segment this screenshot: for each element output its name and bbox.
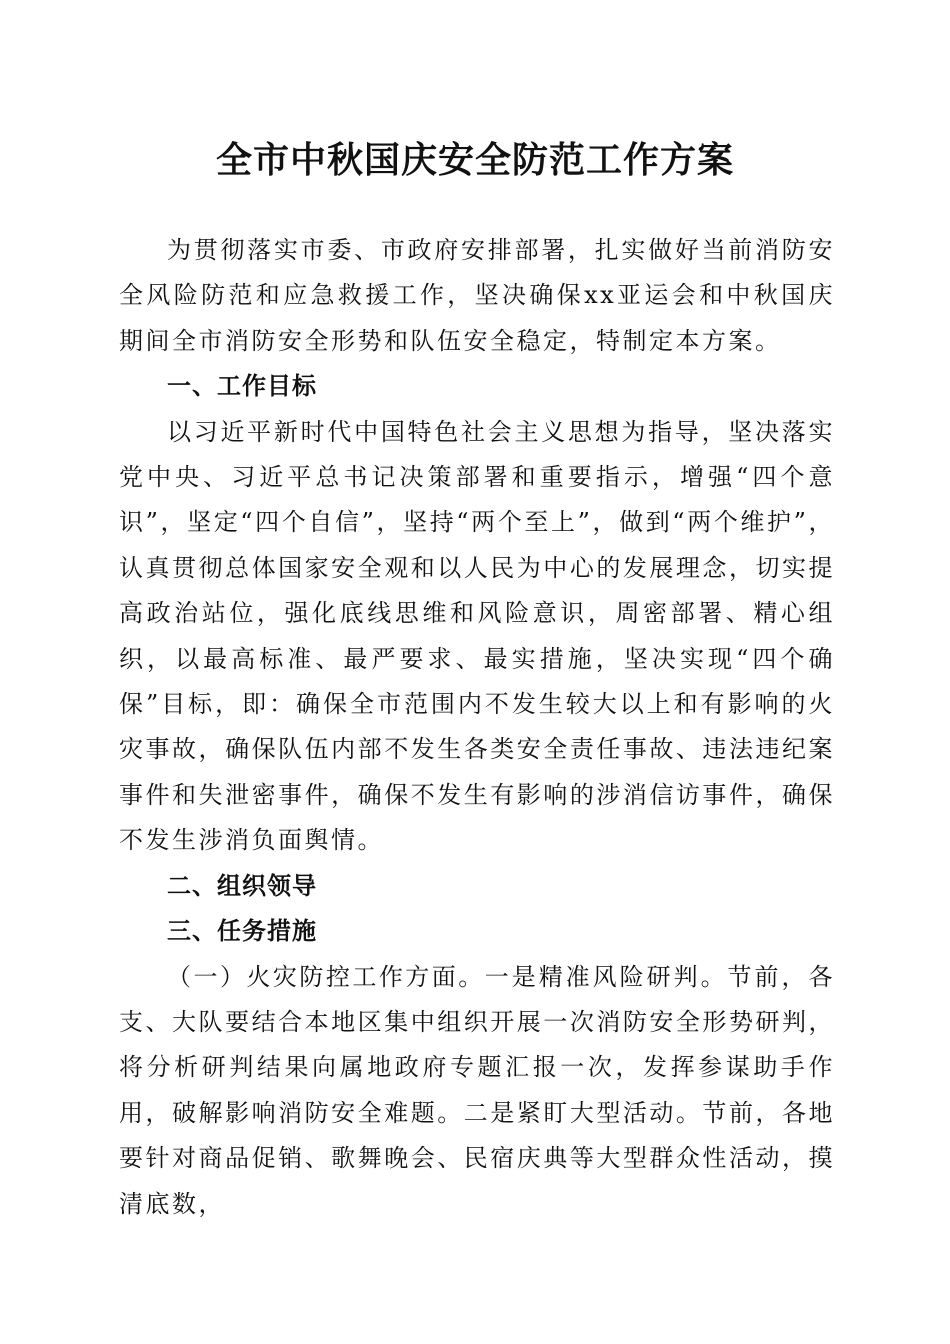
section-heading-measures: 三、任务措施 [167,917,317,946]
goals-paragraph: 以习近平新时代中国特色社会主义思想为指导，坚决落实党中央、习近平总书记决策部署和重要指示，增强“四个意识”，坚定“四个自信”，坚持“两个至上”，做到“两个维护”，认真贯彻总体国家安全观和以人民为中心的发展理念，切实提高政治站位，强化底线思维和风险意识，周密部署、精心组织，以最高标准、最严要求、最实措施，坚决实现“四个确保”目标，即：确保全市范围内不发生较大以上和有影响的火灾事故，确保队伍内部不发生各类安全责任事故、违法违纪案事件和失泄密事件，确保不发生有影响的涉消信访事件，确保不发生涉消负面舆情。 [119,417,835,855]
measures-fire-prevention-text: 一是精准风险研判。节前，各支、大队要结合本地区集中组织开展一次消防安全形势研判，将分析研判结果向属地政府专题汇报一次，发挥参谋助手作用，破解影响消防安全难题。二是紧盯大型活动。节前，各地要针对商品促销、歌舞晚会、民宿庆典等大型群众性活动，摸清底数， [119,962,835,1218]
measures-paragraph [119,955,835,1227]
document-title: 全市中秋国庆安全防范工作方案 [215,139,734,181]
document-body [119,228,835,1227]
section-heading-leadership: 二、组织领导 [167,871,317,900]
intro-paragraph: 为贯彻落实市委、市政府安排部署，扎实做好当前消防安全风险防范和应急救援工作，坚决确保xx亚运会和中秋国庆期间全市消防安全形势和队伍安全稳定，特制定本方案。 [119,236,835,355]
section-heading-goals: 一、工作目标 [167,372,317,401]
measures-subheading-fire-prevention: （一）火灾防控工作方面。 [167,962,485,991]
